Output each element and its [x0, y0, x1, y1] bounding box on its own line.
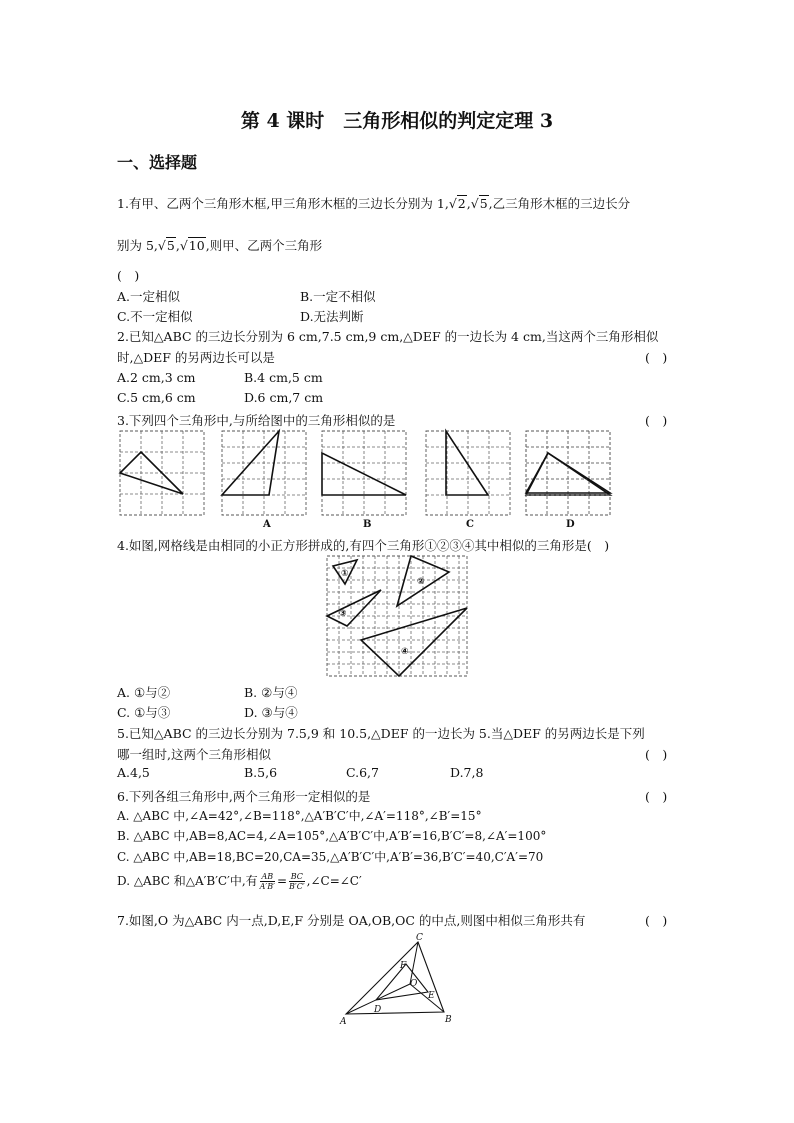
q2-option-b: B.4 cm,5 cm [244, 370, 323, 385]
q1-sep-2: , [175, 238, 180, 253]
q4-label-4: ④ [401, 647, 409, 657]
q6-option-b: B. △ABC 中,AB=8,AC=4,∠A=105°,△A′B′C′中,A′B′=16,B′C′=8,∠A′=100° [117, 829, 547, 843]
q7-label-o: O [410, 979, 418, 989]
q1-text-line2-pre: 别为 5, [117, 238, 158, 253]
q3-grid-c [426, 431, 510, 515]
q4-option-c: C. ①与③ [117, 705, 171, 720]
q1-option-d: D.无法判断 [300, 309, 364, 324]
q7-label-f: F [400, 961, 407, 971]
q4-option-a: A. ①与② [117, 685, 171, 700]
q2-line1: 2.已知△ABC 的三边长分别为 6 cm,7.5 cm,9 cm,△DEF 的一边长为 4 cm,当这两个三角形相似 [117, 329, 659, 344]
q2-option-a: A.2 cm,3 cm [117, 370, 196, 385]
q6-fraction-1-num: AB [261, 872, 274, 881]
q6-option-d [117, 872, 362, 891]
q3-label-d: D [566, 519, 575, 530]
q3-paren: ( ) [645, 413, 668, 428]
q7-label-a: A [340, 1017, 347, 1027]
q1-sqrt-3: 5 [166, 238, 175, 253]
q5-paren: ( ) [645, 747, 668, 762]
q1-sqrt-2: 5 [479, 196, 488, 211]
q7-label-c: C [416, 933, 423, 943]
q4-option-b: B. ②与④ [244, 685, 298, 700]
q3-grid-a [222, 431, 306, 515]
q4-option-d: D. ③与④ [244, 705, 298, 720]
q1-line2: 别为 5,√5,√10,则甲、乙两个三角形 [117, 238, 323, 253]
q7-line1: 7.如图,O 为△ABC 内一点,D,E,F 分别是 OA,OB,OC 的中点,则图中相似三角形共有 [117, 913, 586, 928]
q5-line1: 5.已知△ABC 的三边长分别为 7.5,9 和 10.5,△DEF 的一边长为 5.当△DEF 的另两边长是下列 [117, 726, 645, 741]
q1-text-line2-post: ,则甲、乙两个三角形 [205, 238, 323, 253]
q3-grid-b [322, 431, 406, 515]
q1-text-mid: ,乙三角形木框的三边长分 [488, 196, 631, 211]
q6-fraction-1 [260, 872, 275, 891]
q4-label-2: ② [417, 577, 425, 587]
q3-figure-d [526, 431, 612, 531]
q3-triangle-a [222, 431, 279, 495]
q6-fraction-2 [289, 872, 305, 891]
q1-line1: 1.有甲、乙两个三角形木框,甲三角形木框的三边长分别为 1,√2,√5,乙三角形木框的三边长分 [117, 196, 631, 211]
q7-label-d: D [374, 1005, 382, 1015]
q3-grid-given [120, 431, 204, 515]
q3-label-c: C [466, 519, 474, 530]
q3-figure [118, 431, 518, 531]
q4-triangle-3 [327, 590, 381, 626]
q1-sep-1: , [466, 196, 471, 211]
q5-option-c: C.6,7 [346, 765, 379, 780]
q5-option-b: B.5,6 [244, 765, 278, 780]
q1-paren: ( ) [117, 268, 140, 283]
q4-line1: 4.如图,网格线是由相同的小正方形拼成的,有四个三角形①②③④其中相似的三角形是( ) [117, 538, 610, 553]
q5-option-d: D.7,8 [450, 765, 484, 780]
q1-text-pre: 1.有甲、乙两个三角形木框,甲三角形木框的三边长分别为 1, [117, 196, 449, 211]
q7-figure [340, 933, 460, 1027]
q7-label-e: E [428, 991, 435, 1001]
q2-option-c: C.5 cm,6 cm [117, 390, 196, 405]
q6-paren: ( ) [645, 789, 668, 804]
q1-sqrt-1: 2 [457, 196, 466, 211]
q6-option-c: C. △ABC 中,AB=18,BC=20,CA=35,△A′B′C′中,A′B′=36,B′C′=40,C′A′=70 [117, 850, 544, 864]
q4-triangle-4 [361, 608, 467, 676]
q2-line2: 时,△DEF 的另两边长可以是 [117, 350, 275, 365]
q5-option-a: A.4,5 [117, 765, 150, 780]
q4-label-3: ③ [339, 609, 347, 619]
section-heading: 一、选择题 [117, 153, 198, 172]
q6-fraction-1-den: A′B′ [259, 882, 275, 891]
q6-option-d-pre: D. △ABC 和△A′B′C′中,有 [117, 874, 258, 888]
q2-option-d: D.6 cm,7 cm [244, 390, 324, 405]
q7-label-b: B [445, 1015, 452, 1025]
q4-figure [327, 556, 469, 678]
q6-line1: 6.下列各组三角形中,两个三角形一定相似的是 [117, 789, 371, 804]
q2-paren: ( ) [645, 350, 668, 365]
page-title: 第 4 课时 三角形相似的判定定理 3 [240, 110, 554, 132]
q1-option-a: A.一定相似 [117, 289, 181, 304]
q5-line2: 哪一组时,这两个三角形相似 [117, 747, 271, 762]
q1-sqrt-4: 10 [188, 238, 205, 253]
q1-option-c: C.不一定相似 [117, 309, 193, 324]
q7-paren: ( ) [645, 913, 668, 928]
q6-fraction-2-den: B′C′ [289, 882, 305, 891]
q1-option-b: B.一定不相似 [300, 289, 376, 304]
q3-label-b: B [363, 519, 372, 530]
q6-option-d-post: ,∠C=∠C′ [306, 874, 362, 888]
q3-line1: 3.下列四个三角形中,与所给图中的三角形相似的是 [117, 413, 396, 428]
q4-label-1: ① [341, 569, 349, 579]
q6-fraction-2-num: BC [290, 872, 303, 881]
q6-option-a: A. △ABC 中,∠A=42°,∠B=118°,△A′B′C′中,∠A′=118°,∠B′=15° [117, 809, 482, 823]
q6-equals: = [276, 874, 287, 888]
q3-label-a: A [263, 519, 271, 530]
